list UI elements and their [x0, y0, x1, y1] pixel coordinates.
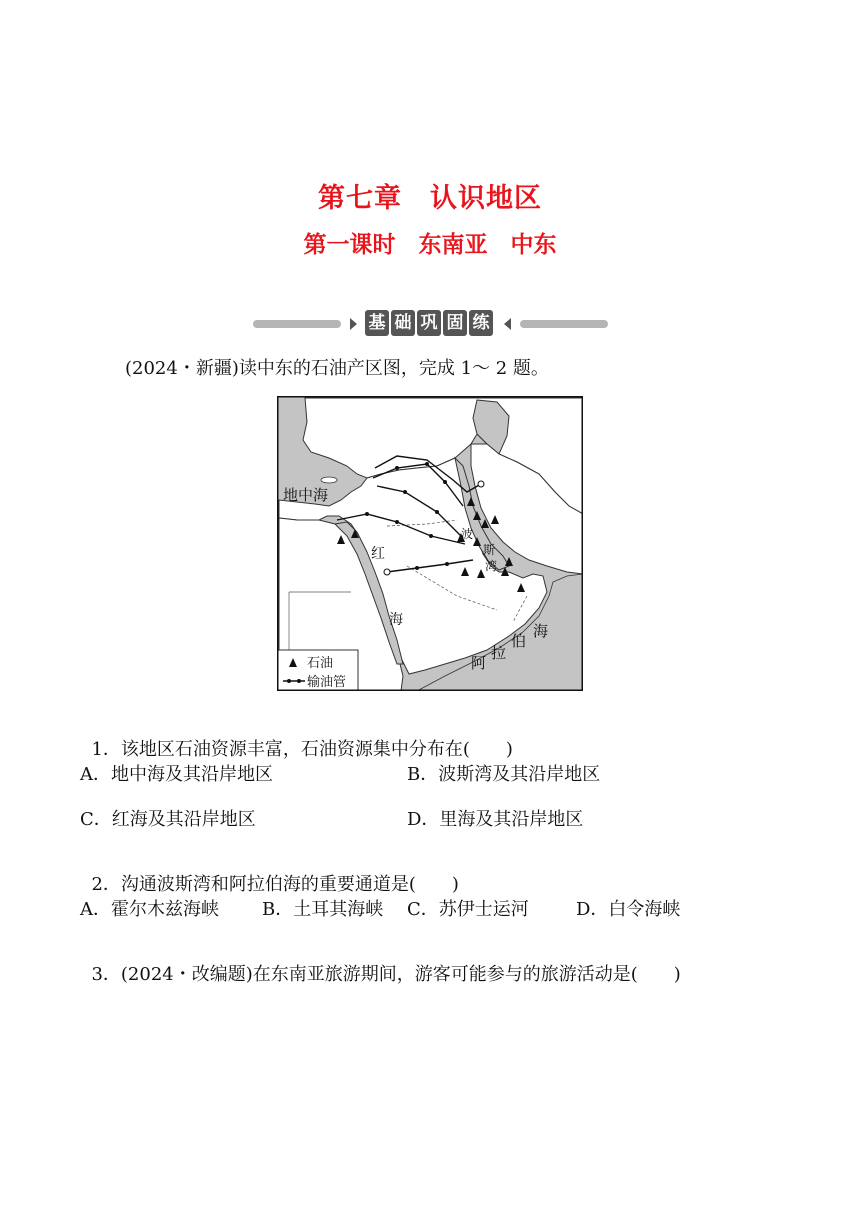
pipeline-node — [403, 490, 407, 494]
pipeline-node — [415, 566, 419, 570]
banner-char: 基 — [365, 310, 389, 336]
legend-oil-label: 石油 — [307, 656, 334, 671]
label-arabian-sea: 拉 — [491, 644, 507, 662]
q2-option-c: C．苏伊士运河 — [407, 899, 529, 920]
label-arabian-sea: 海 — [533, 622, 549, 640]
banner-arrow-left-icon — [504, 318, 511, 330]
banner-bar-left — [253, 320, 341, 328]
pipeline-node — [435, 510, 439, 514]
label-arabian-sea: 伯 — [511, 632, 527, 650]
question-1 — [80, 714, 513, 761]
intro-text: (2024・新疆)读中东的石油产区图，完成 1～ 2 题。 — [125, 358, 549, 379]
legend-pipeline-node — [297, 679, 301, 683]
pipeline-terminal — [478, 481, 484, 487]
question-text: 该地区石油资源丰富，石油资源集中分布在( ) — [120, 739, 513, 760]
pipeline-node — [429, 534, 433, 538]
question-2 — [80, 849, 459, 896]
banner-bar-right — [520, 320, 608, 328]
question-number: 1． — [91, 739, 121, 760]
map-cyprus — [321, 477, 337, 483]
label-mediterranean: 地中海 — [283, 486, 329, 504]
q1-option-d: D．里海及其沿岸地区 — [407, 809, 584, 830]
question-text: (2024・改编题)在东南亚旅游期间，游客可能参与的旅游活动是( ) — [120, 964, 681, 985]
banner-char: 练 — [469, 310, 493, 336]
lesson-title: 第一课时 东南亚 中东 — [303, 232, 557, 258]
pipeline-terminal — [384, 569, 390, 575]
q2-option-b: B．土耳其海峡 — [262, 899, 384, 920]
q1-option-b: B．波斯湾及其沿岸地区 — [407, 764, 601, 785]
question-3 — [80, 939, 681, 986]
banner-label — [365, 310, 493, 336]
label-red-sea: 海 — [389, 612, 403, 628]
q1-option-a: A．地中海及其沿岸地区 — [80, 764, 273, 785]
section-banner — [253, 310, 608, 338]
pipeline-node — [395, 520, 399, 524]
q2-option-d: D．白令海峡 — [576, 899, 681, 920]
label-red-sea: 红 — [371, 546, 385, 562]
map-legend — [278, 650, 358, 690]
q2-option-a: A．霍尔木兹海峡 — [80, 899, 219, 920]
banner-char: 础 — [391, 310, 415, 336]
banner-char: 固 — [443, 310, 467, 336]
q1-option-c: C．红海及其沿岸地区 — [80, 809, 256, 830]
pipeline-node — [425, 462, 429, 466]
label-persian-gulf: 波 — [461, 527, 474, 541]
label-arabian-sea: 阿 — [471, 654, 487, 672]
pipeline-node — [445, 562, 449, 566]
question-number: 3． — [91, 964, 121, 985]
question-number: 2． — [91, 874, 121, 895]
legend-pipeline-label: 输油管 — [307, 675, 347, 690]
pipeline-node — [365, 512, 369, 516]
label-persian-gulf: 湾 — [485, 559, 498, 573]
pipeline-node — [443, 480, 447, 484]
label-persian-gulf: 斯 — [483, 543, 496, 557]
chapter-title: 第七章 认识地区 — [318, 183, 542, 214]
pipeline-node — [395, 466, 399, 470]
banner-arrow-right-icon — [350, 318, 357, 330]
banner-char: 巩 — [417, 310, 441, 336]
middle-east-oil-map — [277, 396, 583, 691]
legend-pipeline-node — [287, 679, 291, 683]
question-text: 沟通波斯湾和阿拉伯海的重要通道是( ) — [120, 874, 459, 895]
